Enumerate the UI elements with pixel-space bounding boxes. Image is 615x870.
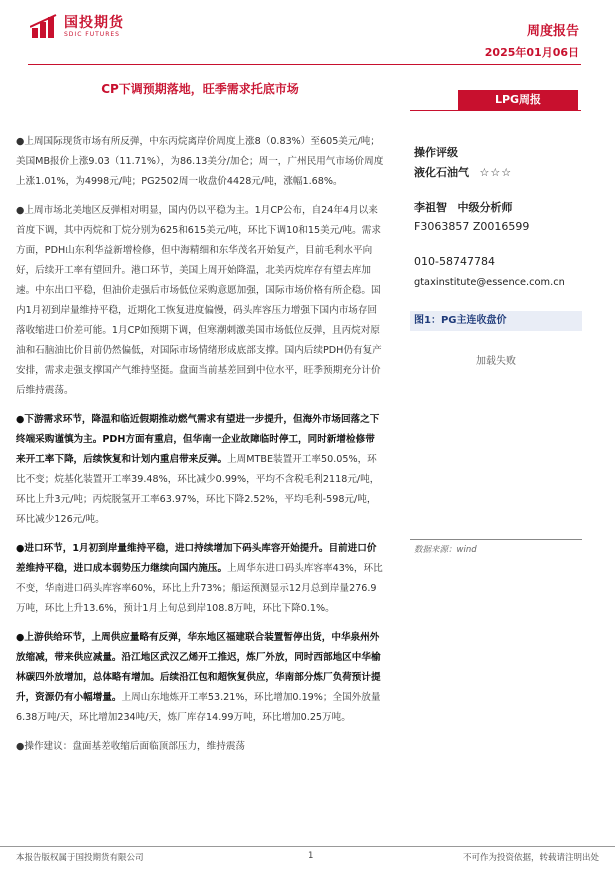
analyst-ids: F3063857 Z0016599	[414, 220, 530, 233]
paragraph: ●下游需求环节，降温和临近假期推动燃气需求有望进一步提升，但海外市场回落之下终端采购谨慎为主。PDH方面有重启，但华南一企业故障临时停工，同时新增检修带来开工率下降，后续恢复和计划内重启带来反弹。上周MTBE装置开工率50.05%，环比不变；烷基化装置开工率39.48%，环比减少0.99%，平均不含税毛利2118元/吨，环比上升3元/吨；丙烷脱氢开工率63.97%，环比下降2.52%，平均毛利-598元/吨，环比减少126元/吨。	[16, 414, 380, 525]
footer-copyright: 本报告版权属于国投期货有限公司	[16, 853, 144, 863]
figure-loading-text: 加载失败	[476, 356, 516, 367]
report-tag: LPG周报	[458, 90, 578, 110]
figure-source: 数据来源：wind	[414, 545, 477, 555]
analyst-email[interactable]: gtaxinstitute@essence.com.cn	[414, 277, 565, 288]
report-type: 周度报告	[526, 24, 579, 39]
figure-source-divider	[410, 539, 582, 540]
footer-divider	[0, 846, 615, 847]
footer-page-number: 1	[308, 851, 314, 861]
report-date: 2025年01月06日	[484, 46, 579, 59]
tag-divider	[410, 110, 581, 111]
logo-mark-icon	[30, 14, 60, 40]
company-logo	[30, 14, 124, 40]
analyst-title: 中级分析师	[457, 201, 513, 214]
analyst-phone: 010-58747784	[414, 255, 495, 268]
rating-stars: ☆☆☆	[479, 166, 513, 179]
rating-product: 液化石油气	[414, 166, 469, 179]
analyst-name: 李祖智	[414, 201, 447, 214]
report-body	[16, 132, 384, 766]
paragraph: ●上周国际现货市场有所反弹，中东丙烷离岸价周度上涨8（0.83%）至605美元/吨；美国MB报价上涨9.03（11.71%），为86.13美分/加仑；周一，广州民用气市场价周度上涨1.01%，为4998元/吨；PG2502周一收盘价4428元/吨，涨幅1.68%。	[16, 136, 384, 187]
footer-disclaimer: 不可作为投资依据，转载请注明出处	[462, 853, 599, 863]
logo-text-cn: 国投期货	[64, 15, 124, 31]
paragraph: ●上游供给环节，上周供应量略有反弹，华东地区福建联合装置暂停出货，中华泉州外放缩减，带来供应减量。沿江地区武汉乙烯开工推迟，炼厂外放，同时西部地区中华榆林碳四外放增加，总体略有增加。后续沿江包和超恢复供应，华南部分炼厂负荷预计提升，资源仍有小幅增量。上周山东地炼开工率53.21%，环比增加0.19%；全国外放量6.38万吨/天，环比增加234吨/天，炼厂库存14.99万吨，环比增加0.25万吨。	[16, 632, 381, 723]
rating-label: 操作评级	[414, 146, 458, 159]
report-title: CP下调预期落地，旺季需求托底市场	[101, 82, 299, 96]
rating-row	[414, 164, 584, 180]
logo-text-en: SDIC FUTURES	[64, 31, 120, 38]
paragraph: ●进口环节，1月初到岸量维持平稳，进口持续增加下码头库容开始提升。目前进口价差维持平稳，进口成本弱势压力继续向国内施压。上周华东进口码头库容率43%，环比不变，华南进口码头库容率60%，环比上升73%；船运预测显示12月总到岸量276.9万吨，环比上升13.6%，预计1月上旬总到岸108.8万吨，环比下降0.1%。	[16, 543, 383, 614]
figure-label: 图1：PG主连收盘价	[410, 311, 582, 331]
analyst-row	[414, 199, 584, 215]
paragraph: ●上周市场北美地区反弹相对明显，国内仍以平稳为主。1月CP公布，自24年4月以来首度下调，其中丙烷和丁烷分别为625和615美元/吨，环比下调10和15美元/吨。需求方面，PDH山东利华益新增检修，但中海精细和东华茂名开始复产，目前毛利水平向好，后续开工率有望回升。港口环节，美国上周开始降温，北美丙烷库存有望去库加速。中东出口平稳，但油价走强后市场低位采购意愿加强，国际市场价格有所企稳。国内1月初到岸量维持平稳，近期化工恢复进度偏慢，码头库容压力增强下国内市场存回落收缩进口价差可能。1月CP如预期下调，但寒潮刺激美国市场低位反弹，且丙烷对原油和石脑油比价目前仍然偏低，对国际市场情绪形成底部支撑。国内后续PDH仍有复产安排，需求走强支撑国产气维持坚挺。盘面当前基差回到中位水平，旺季预期充分计价后维持震荡。	[16, 205, 382, 396]
paragraph: ●操作建议：盘面基差收缩后面临顶部压力，维持震荡	[16, 741, 246, 752]
header-divider	[28, 64, 581, 65]
